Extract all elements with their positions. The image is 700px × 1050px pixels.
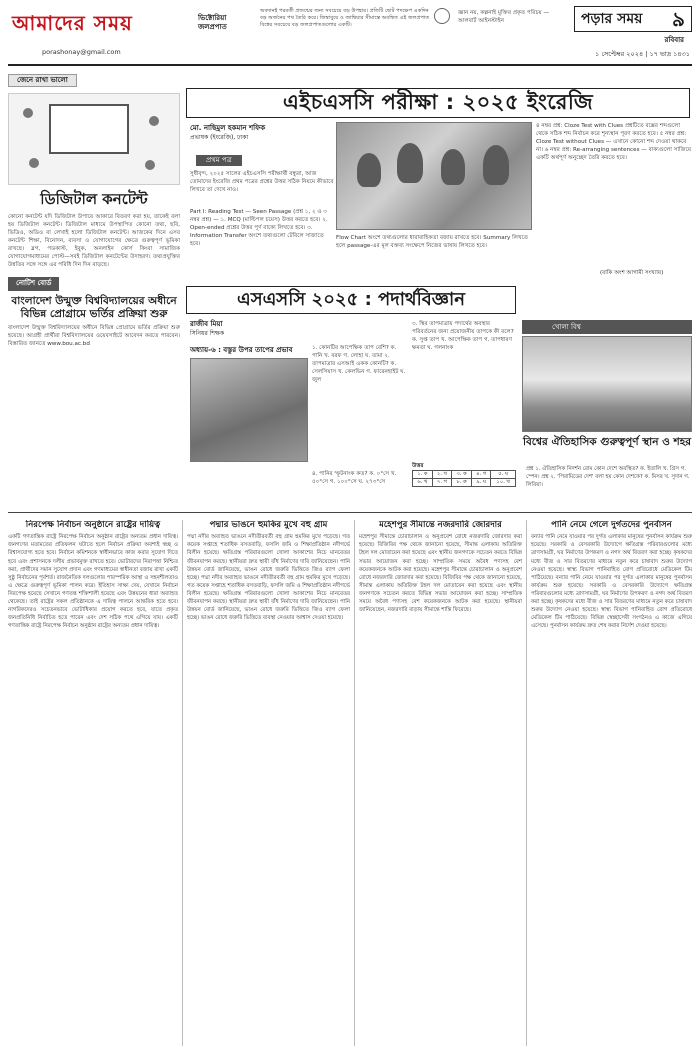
ssc-questions-1: ১. কোনটির আপেক্ষিক তাপ বেশি? ক. পানি খ. বরফ গ. লোহা ঘ. তামা ২. তাপমাত্রার এসআই একক কোনটি? ক. সেলসিয়াস খ. কেলভিন গ. ফারেনহাইট ঘ. জুল (312, 345, 406, 384)
gear-icon (29, 158, 39, 168)
article-heading: ডিজিটাল কনটেন্ট (40, 190, 148, 209)
ticker-text: অবদানই পরবর্তী প্রজন্মের জন্য সবচেয়ে বড় উপহার। প্রতিটি ছোট পদক্ষেপ একদিন বড় অর্জনের পথ তৈরি করে। জিম্বাবুয়ে ও জাম্বিয়ার সীমান্তে অবস্থিত এই জলপ্রপাত বিশ্বের সবচেয়ে বড় জলপ্রপাতগুলোর একটি। (260, 8, 430, 29)
ssc-questions-3: ৪. পানির স্ফুটনাংক কত? ক. ০°সে খ. ৫০°সে গ. ১০০°সে ঘ. ২৭৩°সে (312, 471, 397, 486)
historic-city-photo (522, 336, 692, 432)
author-role: প্রভাষক (ইংরেজি), ঢাকা (190, 133, 249, 141)
cloud-icon (145, 160, 155, 170)
quote-body: জ্ঞান নয়, কল্পনাই মুক্তির প্রকৃত পরিচয় — আলবার্ট আইনস্টাইন (458, 10, 550, 24)
news-body: মহেশপুর সীমান্তে চোরাচালান ও অনুপ্রবেশ রোধে নজরদারি জোরদার করা হয়েছে। বিজিবির পক্ষ থেকে জানানো হয়েছে, সীমান্ত এলাকায় অতিরিক্ত টহল দল মোতায়েন করা হয়েছে এবং স্থানীয় জনগণকে সচেতন করতে বিভিন্ন সভার আয়োজন করা হচ্ছে। সাম্প্রতিক সময়ে অবৈধ পণ্যসহ বেশ কয়েকজনকে আটক করা হয়েছে। মহেশপুর সীমান্তে চোরাচালান ও অনুপ্রবেশ রোধে নজরদারি জোরদার করা হয়েছে। বিজিবির পক্ষ থেকে জানানো হয়েছে, সীমান্ত এলাকায় অতিরিক্ত টহল দল মোতায়েন করা হয়েছে এবং স্থানীয় জনগণকে সচেতন করতে বিভিন্ন সভার আয়োজন করা হচ্ছে। সাম্প্রতিক সময়ে অবৈধ পণ্যসহ বেশ কয়েকজনকে আটক করা হয়েছে। স্থানীয়রা জানিয়েছেন, নজরদারি বাড়ায় সীমান্তে শান্তি ফিরেছে। (359, 534, 522, 614)
author-name: রাজীব মিয়া (190, 320, 223, 328)
hsc-right-text: ৪ নম্বর প্রশ্ন: Cloze Test with Clues প্রশ্নটিতে বক্সের শব্দগুলো থেকে সঠিক শব্দ নির্বাচন করে শূন্যস্থান পূরণ করতে হবে। ৫ নম্বর প্রশ্ন: Cloze Test without Clues — এখানে কোনো শব্দ দেওয়া থাকবে না। ৬ নম্বর প্রশ্ন: Re-arranging sentences — বাক্যগুলো সাজিয়ে একটি অর্থপূর্ণ অনুচ্ছেদ তৈরি করতে হবে। (536, 123, 692, 162)
answer-cell: ৮. ক (452, 479, 472, 487)
edition-line-2: জলপ্রপাত (198, 23, 227, 32)
ssc-author (190, 320, 310, 338)
continued-note: (বাকি অংশ আগামী সংখ্যায়) (600, 270, 664, 276)
rubric-label: জেনে রাখা ভালো (8, 74, 77, 87)
answer-cell: ১০. খ (491, 479, 516, 487)
student-figure (441, 149, 465, 185)
newspaper-logo[interactable] (12, 10, 182, 40)
hsc-part-text: Part I: Reading Test — Seen Passage (প্রশ্ন ১, ২ ও ৩ নম্বর প্রশ্ন) — ১. MCQ (মাল্টিপল চয়েস) উত্তর করতে হবে। ২. Open-ended প্রশ্নের উত্তর পূর্ণ বাক্যে লিখতে হবে। ৩. Information Transfer অংশে তথ্যগুলো টেবিলে সাজাতে হবে। (190, 209, 328, 248)
news-body: বন্যার পানি নেমে যাওয়ার পর দুর্গত এলাকার মানুষের পুনর্বাসন কার্যক্রম শুরু হয়েছে। সরকারি ও বেসরকারি উদ্যোগে ক্ষতিগ্রস্ত পরিবারগুলোর মধ্যে ত্রাণসামগ্রী, ঘর নির্মাণের উপকরণ ও নগদ অর্থ বিতরণ করা হচ্ছে। কৃষকদের মধ্যে বীজ ও সার বিতরণের মাধ্যমে নতুন করে চাষাবাদ শুরুর উদ্যোগ নেওয়া হয়েছে। স্বাস্থ্য বিভাগ পানিবাহিত রোগ প্রতিরোধে মেডিকেল টিম পাঠিয়েছে। বন্যার পানি নেমে যাওয়ার পর দুর্গত এলাকার মানুষের পুনর্বাসন কার্যক্রম শুরু হয়েছে। সরকারি ও বেসরকারি উদ্যোগে ক্ষতিগ্রস্ত পরিবারগুলোর মধ্যে ত্রাণসামগ্রী, ঘর নির্মাণের উপকরণ ও নগদ অর্থ বিতরণ করা হচ্ছে। কৃষকদের মধ্যে বীজ ও সার বিতরণের মাধ্যমে নতুন করে চাষাবাদ শুরুর উদ্যোগ নেওয়া হয়েছে। স্বাস্থ্য বিভাগ পানিবাহিত রোগ প্রতিরোধে মেডিকেল টিম পাঠিয়েছে। বিভিন্ন স্বেচ্ছাসেবী সংগঠনও এ কাজে এগিয়ে এসেছে। পুনর্বাসন কার্যক্রম দ্রুত শেষ করার নির্দেশ দেওয়া হয়েছে। (531, 534, 692, 630)
answer-table (412, 470, 516, 487)
answer-cell: ১. ক (413, 471, 433, 479)
hsc-bottom-text: Flow Chart অংশে তথ্যগুলোর ধারাবাহিকতা বজায় রাখতে হবে। Summary লিখতে হলে passage-এর মূল বক্তব্য সংক্ষেপে নিজের ভাষায় লিখতে হবে। (336, 235, 529, 250)
table-row (413, 479, 516, 487)
news-body: একটি গণতান্ত্রিক রাষ্ট্রে নিরপেক্ষ নির্বাচন অনুষ্ঠান রাষ্ট্রের অন্যতম প্রধান দায়িত্ব। জনগণের মতামতের প্রতিফলন ঘটাতে হলে নির্বাচন প্রক্রিয়া অবশ্যই স্বচ্ছ ও বিশ্বাসযোগ্য হতে হবে। নির্বাচন কমিশনকে স্বাধীনভাবে কাজ করার সুযোগ দিতে হবে এবং প্রশাসনকে দলীয় প্রভাবমুক্ত রাখতে হবে। ভোটারদের নিরাপত্তা নিশ্চিত করা, প্রার্থীদের সমান সুযোগ প্রদান এবং গণমাধ্যমের স্বাধীনতা বজায় রাখা একটি সুষ্ঠু নির্বাচনের পূর্বশর্ত। রাজনৈতিক দলগুলোর পারস্পরিক আস্থা ও সহনশীলতাও এ ক্ষেত্রে গুরুত্বপূর্ণ ভূমিকা পালন করে। ইতিহাস সাক্ষ্য দেয়, যেখানে নির্বাচন নিরপেক্ষ হয়েছে সেখানে গণতন্ত্র শক্তিশালী হয়েছে এবং উন্নয়নের ধারা অব্যাহত থেকেছে। তাই রাষ্ট্রের সকল প্রতিষ্ঠানকে এ দায়িত্ব পালনে আন্তরিক হতে হবে। নাগরিকদেরও সচেতনভাবে ভোটাধিকার প্রয়োগ করতে হবে, যাতে প্রকৃত জনপ্রতিনিধি নির্বাচিত হতে পারেন এবং দেশ সঠিক পথে এগিয়ে যায়। একটি গণতান্ত্রিক রাষ্ট্রে নিরপেক্ষ নির্বাচন অনুষ্ঠান রাষ্ট্রের অন্যতম প্রধান দায়িত্ব। (8, 534, 178, 630)
answer-cell: ৫. ঘ (491, 471, 516, 479)
answer-cell: ৯. ঘ (472, 479, 491, 487)
answer-cell: ৭. গ (432, 479, 451, 487)
monitor-icon (49, 104, 129, 154)
answer-label: উত্তর (412, 463, 424, 469)
news-headline[interactable]: পানি নেমে গেলে দুর্গতদের পুনর্বাসন (551, 520, 672, 530)
digital-content-illustration (8, 93, 180, 185)
contact-email[interactable]: porashonay@gmail.com (42, 48, 121, 56)
ssc-questions-2: ৩. স্থির তাপমাত্রায় পদার্থের অবস্থার পরিবর্তনের জন্য প্রয়োজনীয় তাপকে কী বলে? ক. সুপ্ত তাপ খ. আপেক্ষিক তাপ গ. তাপধারণ ক্ষমতা ঘ. গলনাংক (412, 321, 514, 352)
weekday: রবিবার (664, 36, 684, 44)
quote-text (438, 10, 558, 26)
masthead (8, 4, 692, 66)
student-figure (357, 153, 381, 187)
world-rubric: খোলা বিশ্ব (522, 320, 692, 334)
section-name: পড়ার সময় (581, 10, 643, 27)
section-divider (8, 512, 692, 513)
person-icon (23, 108, 33, 118)
table-row (413, 471, 516, 479)
notice-body: বাংলাদেশ উন্মুক্ত বিশ্ববিদ্যালয়ের অধীনে বিভিন্ন প্রোগ্রামে ভর্তির প্রক্রিয়া শুরু হয়েছে। আগ্রহী প্রার্থীরা বিশ্ববিদ্যালয়ের ওয়েবসাইটে আবেদন করতে পারবেন। বিস্তারিত জানতে www.bou.ac.bd (8, 325, 180, 348)
hsc-title[interactable]: এইচএসসি পরীক্ষা : ২০২৫ ইংরেজি (186, 88, 690, 118)
issue-date: ১ সেপ্টেম্বর ২০২৪ | ১৭ ভাদ্র ১৪৩১ (595, 50, 690, 58)
logo-text: আমাদের সময় (12, 11, 133, 35)
ssc-title[interactable]: এসএসসি ২০২৫ : পদার্থবিজ্ঞান (186, 286, 516, 314)
hsc-intro: সুধীবৃন্দ, ২০২৫ সালের এইচএসসি পরীক্ষার্থী বন্ধুরা, আজ তোমাদের ইংরেজি প্রথম পত্রের প্রশ্নের উত্তর সঠিক নিয়মে কীভাবে লিখবে তা দেখে নাও। (190, 171, 334, 194)
world-headline[interactable]: বিশ্বের ঐতিহাসিক গুরুত্বপূর্ণ স্থান ও শহর (522, 436, 692, 448)
students-photo (336, 122, 532, 230)
author-role: সিনিয়র শিক্ষক (190, 329, 225, 337)
page-number: ৯ (672, 6, 685, 31)
news-headline[interactable]: মহেশপুর সীমান্তে নজরদারি জোরদার (379, 520, 502, 530)
news-body: পদ্মা নদীর অব্যাহত ভাঙনে নদীতীরবর্তী বহু গ্রাম হুমকির মুখে পড়েছে। গত কয়েক সপ্তাহে শতাধিক বসতবাড়ি, ফসলি জমি ও শিক্ষাপ্রতিষ্ঠান নদীগর্ভে বিলীন হয়েছে। ক্ষতিগ্রস্ত পরিবারগুলো খোলা আকাশের নিচে মানবেতর জীবনযাপন করছে। স্থানীয়রা দ্রুত স্থায়ী বাঁধ নির্মাণের দাবি জানিয়েছেন। পানি উন্নয়ন বোর্ড জানিয়েছে, ভাঙন রোধে জরুরি ভিত্তিতে জিও ব্যাগ ফেলা হচ্ছে। পদ্মা নদীর অব্যাহত ভাঙনে নদীতীরবর্তী বহু গ্রাম হুমকির মুখে পড়েছে। গত কয়েক সপ্তাহে শতাধিক বসতবাড়ি, ফসলি জমি ও শিক্ষাপ্রতিষ্ঠান নদীগর্ভে বিলীন হয়েছে। ক্ষতিগ্রস্ত পরিবারগুলো খোলা আকাশের নিচে মানবেতর জীবনযাপন করছে। স্থানীয়রা দ্রুত স্থায়ী বাঁধ নির্মাণের দাবি জানিয়েছেন। পানি উন্নয়ন বোর্ড জানিয়েছে, ভাঙন রোধে জরুরি ভিত্তিতে জিও ব্যাগ ফেলা হচ্ছে। ভাঙন রোধে জরুরি ভিত্তিতে ব্যবস্থা নেওয়ার আশ্বাস দেওয়া হয়েছে। (187, 534, 350, 622)
world-quiz: প্রশ্ন ১. ঐতিহাসিক নিদর্শন রোম কোন দেশে অবস্থিত? ক. ইতালি খ. গ্রিস গ. স্পেন। প্রশ্ন ২. 'পিরামিডের দেশ' বলা হয় কোন দেশকে? ক. মিসর খ. সুদান গ. লিবিয়া। (526, 466, 690, 488)
student-figure (397, 143, 423, 183)
exam-hall-photo (190, 358, 308, 462)
notice-headline[interactable]: বাংলাদেশ উন্মুক্ত বিশ্ববিদ্যালয়ের অধীনে বিভিন্ন প্রোগ্রামে ভর্তির প্রক্রিয়া শুরু (11, 294, 177, 321)
answer-cell: ২. খ (432, 471, 451, 479)
answer-cell: ৬. খ (413, 479, 433, 487)
article-body: কোনো কনটেন্ট যদি ডিজিটাল উপায়ে আকারে বিতরণ করা হয়, তাকেই বলা হয় ডিজিটাল কনটেন্ট। ডিজিটাল মাধ্যমে উপস্থাপিত কোনো তথ্য, ছবি, ভিডিও, অডিও বা লেখাই হলো ডিজিটাল কনটেন্ট। আজকের দিনে এসব কনটেন্ট শিক্ষা, বিনোদন, ব্যবসা ও যোগাযোগের ক্ষেত্রে গুরুত্বপূর্ণ ভূমিকা রাখছে। ব্লগ, পডকাস্ট, ইবুক, অনলাইন কোর্স কিংবা সামাজিক যোগাযোগমাধ্যমের পোস্ট—সবই ডিজিটাল কনটেন্টের উদাহরণ। তথ্যপ্রযুক্তির উন্নতির সঙ্গে সঙ্গে এর পরিধি দিন দিন বাড়ছে। (8, 213, 180, 269)
part-label: প্রথম পত্র (196, 155, 242, 166)
edition-label (198, 14, 250, 32)
news-article (182, 520, 350, 1046)
news-article (526, 520, 692, 1046)
notice-board-label: নোটিশ বোর্ড (8, 277, 59, 290)
news-article (354, 520, 522, 1046)
answer-cell: ৩. ক (452, 471, 472, 479)
student-figure (483, 145, 509, 185)
author-name: মো. নাছিমুল হকমান শফিক (190, 124, 266, 132)
section-header (574, 6, 692, 32)
news-article (8, 520, 178, 1046)
news-headline[interactable]: পদ্মার ভাঙনে হুমকির মুখে বহু গ্রাম (209, 520, 328, 530)
chart-icon (149, 116, 159, 126)
edition-line-1: ভিক্টোরিয়া (198, 14, 227, 22)
chapter-label: অধ্যায়-৬ : বস্তুর উপর তাপের প্রভাব (190, 346, 293, 354)
left-column (8, 74, 180, 494)
news-headline[interactable]: নিরপেক্ষ নির্বাচন অনুষ্ঠানে রাষ্ট্রের দায়িত্ব (25, 520, 161, 530)
hsc-author (190, 124, 330, 142)
answer-cell: ৪. গ (472, 471, 491, 479)
